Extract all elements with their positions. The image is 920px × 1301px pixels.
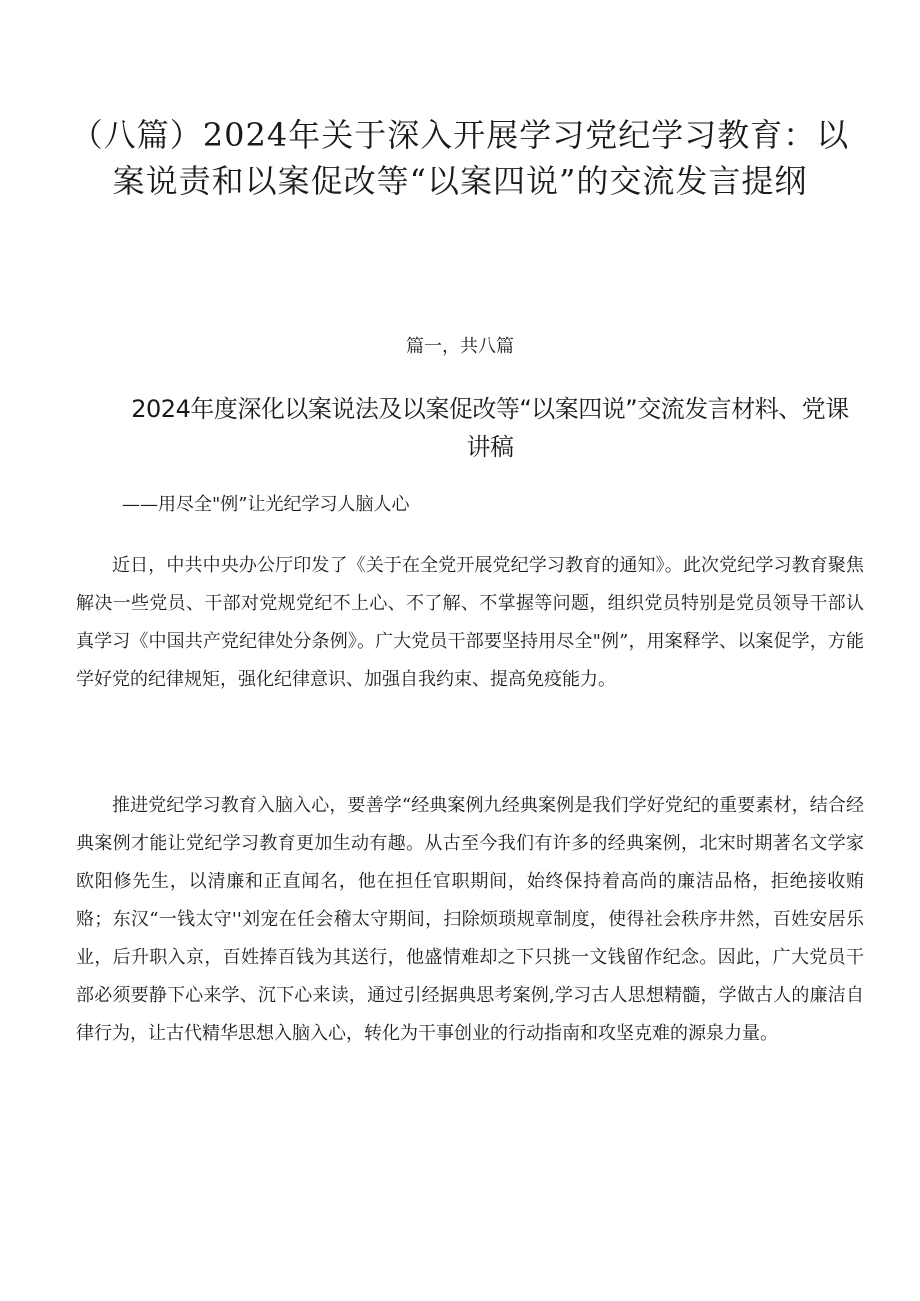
article-byline: ——用尽全"例”让光纪学习人脑人心: [122, 494, 410, 515]
body-paragraph: 近日，中共中央办公厅印发了《关于在全党开展党纪学习教育的通知》。此次党纪学习教育聚焦解决一些党员、干部对党规党纪不上心、不了解、不掌握等问题，组织党员特别是党员领导干部认真学习《中国共产党纪律处分条例》。广大党员干部要坚持用尽全"例”，用案释学、以案促学，方能学好党的纪律规矩，强化纪律意识、加强自我约束、提高免疫能力。: [76, 555, 864, 690]
section-label: 篇一，共八篇: [406, 336, 514, 357]
document-title: （八篇）2024年关于深入开展学习党纪学习教育：以案说责和以案促改等“以案四说”的交流发言提纲: [70, 116, 850, 200]
body-paragraph: 推进党纪学习教育入脑入心，要善学“经典案例九经典案例是我们学好党纪的重要素材，结合经典案例才能让党纪学习教育更加生动有趣。从古至今我们有许多的经典案例，北宋时期著名文学家欧阳修先生，以清廉和正直闻名，他在担任官职期间，始终保持着高尚的廉洁品格，拒绝接收贿赂；东汉“一钱太守''刘宠在任会稽太守期间，扫除烦琐规章制度，使得社会秩序井然，百姓安居乐业，后升职入京，百姓捧百钱为其送行，他盛情难却之下只挑一文钱留作纪念。因此，广大党员干部必须要静下心来学、沉下心来读，通过引经据典思考案例,学习古人思想精髓，学做古人的廉洁自律行为，让古代精华思想入脑入心，转化为干事创业的行动指南和攻坚克难的源泉力量。: [76, 795, 864, 1044]
article-subtitle: 2024年度深化以案说法及以案促改等“以案四说”交流发言材料、党课讲稿: [131, 395, 849, 461]
